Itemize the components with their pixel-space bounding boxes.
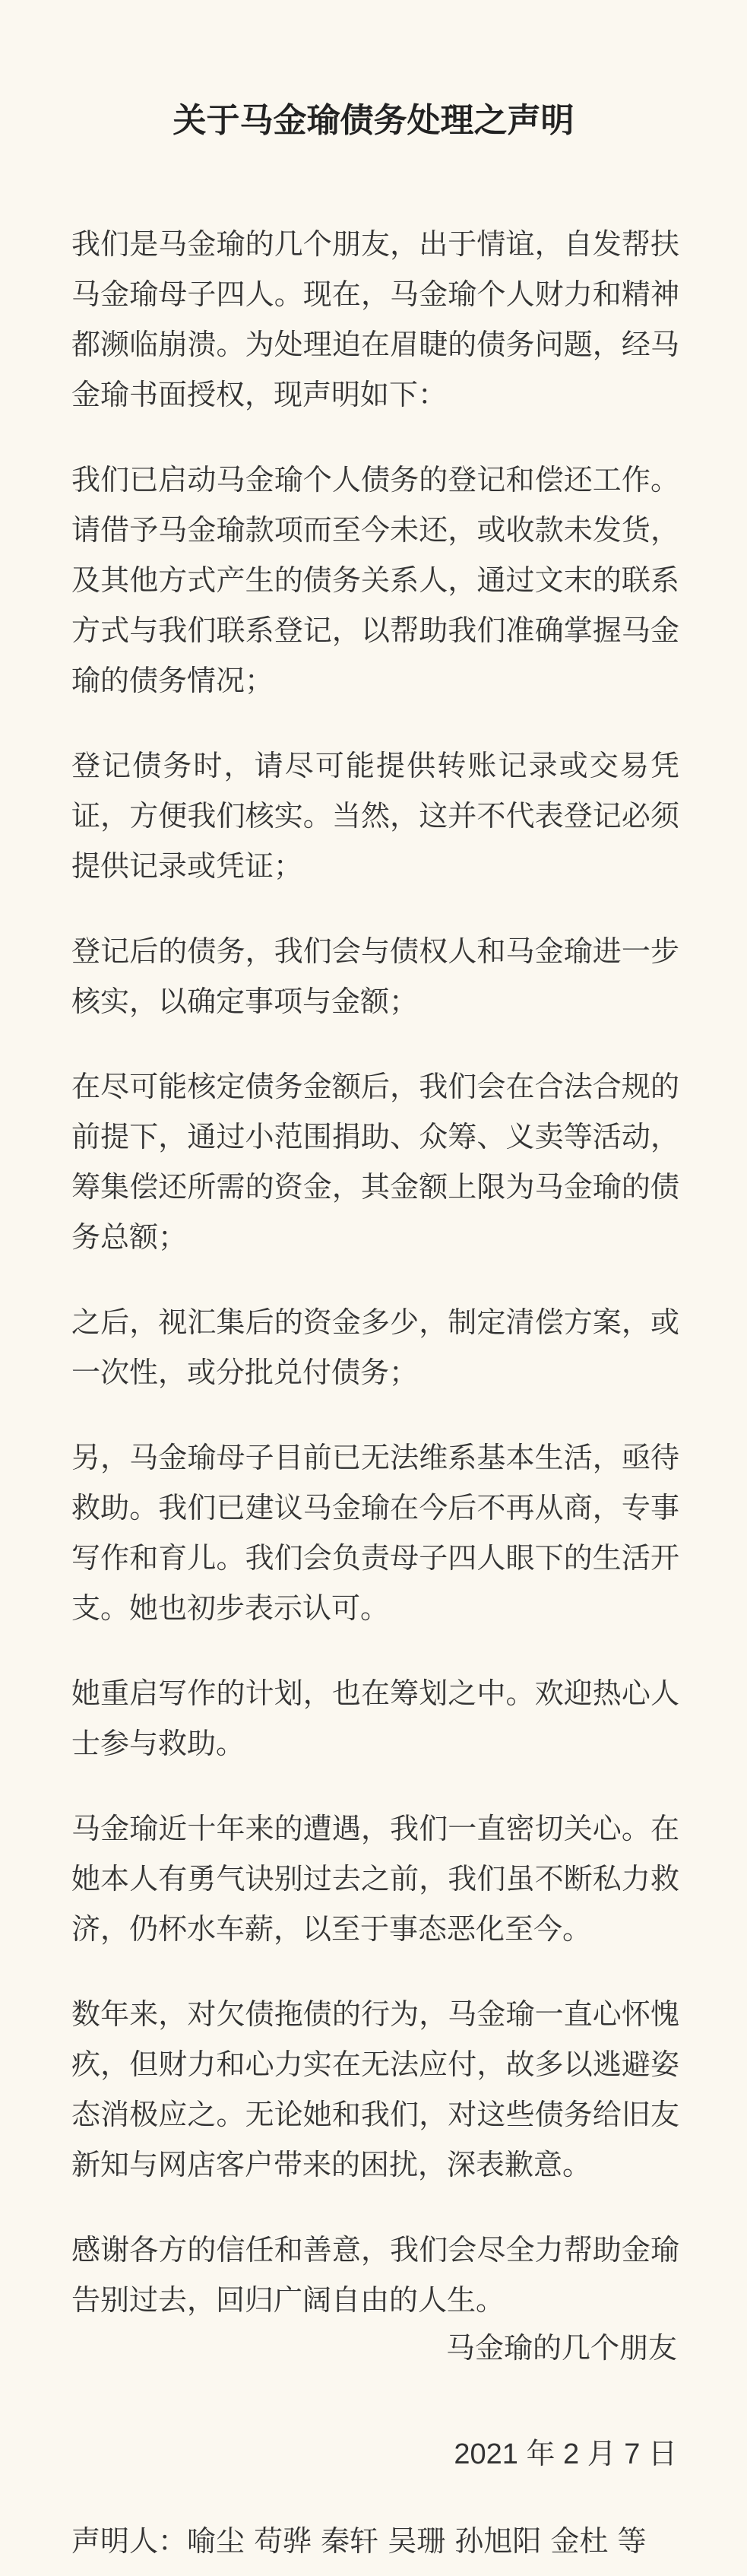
statement-title: 关于马金瑜债务处理之声明 xyxy=(173,101,574,141)
paragraph: 我们是马金瑜的几个朋友，出于情谊，自发帮扶马金瑜母子四人。现在，马金瑜个人财力和精神都濒临崩溃。为处理迫在眉睫的债务问题，经马金瑜书面授权，现声明如下： xyxy=(71,227,679,411)
paragraph: 数年来，对欠债拖债的行为，马金瑜一直心怀愧疚，但财力和心力实在无法应付，故多以逃避姿态消极应之。无论她和我们，对这些债务给旧友新知与网店客户带来的困扰，深表歉意。 xyxy=(71,1997,679,2181)
paragraph: 我们已启动马金瑜个人债务的登记和偿还工作。请借予马金瑜款项而至今未还，或收款未发货，及其他方式产生的债务关系人，通过文末的联系方式与我们联系登记，以帮助我们准确掌握马金瑜的债务情况； xyxy=(71,463,679,697)
paragraph: 登记后的债务，我们会与债权人和马金瑜进一步核实，以确定事项与金额； xyxy=(71,934,679,1018)
signoff-name: 马金瑜的几个朋友 xyxy=(445,2331,677,2365)
paragraph: 之后，视汇集后的资金多少，制定清偿方案，或一次性，或分批兑付债务； xyxy=(71,1305,679,1389)
paragraph: 登记债务时，请尽可能提供转账记录或交易凭证，方便我们核实。当然，这并不代表登记必须提供记录或凭证； xyxy=(71,749,679,883)
paragraph: 另，马金瑜母子目前已无法维系基本生活，亟待救助。我们已建议马金瑜在今后不再从商，专事写作和育儿。我们会负责母子四人眼下的生活开支。她也初步表示认可。 xyxy=(71,1441,679,1625)
signatories-line: 声明人：喻尘 苟骅 秦轩 吴珊 孙旭阳 金杜 等 xyxy=(71,2524,647,2558)
paragraph: 感谢各方的信任和善意，我们会尽全力帮助金瑜告别过去，回归广阔自由的人生。 xyxy=(71,2233,679,2317)
paragraph: 马金瑜近十年来的遭遇，我们一直密切关心。在她本人有勇气诀别过去之前，我们虽不断私力救济，仍杯水车薪，以至于事态恶化至今。 xyxy=(71,1812,679,1946)
signoff-date: 2021 年 2 月 7 日 xyxy=(454,2438,677,2470)
statement-body xyxy=(71,219,679,2360)
paragraph: 她重启写作的计划，也在筹划之中。欢迎热心人士参与救助。 xyxy=(71,1677,679,1760)
paragraph: 在尽可能核定债务金额后，我们会在合法合规的前提下，通过小范围捐助、众筹、义卖等活动，筹集偿还所需的资金，其金额上限为马金瑜的债务总额； xyxy=(71,1070,679,1254)
